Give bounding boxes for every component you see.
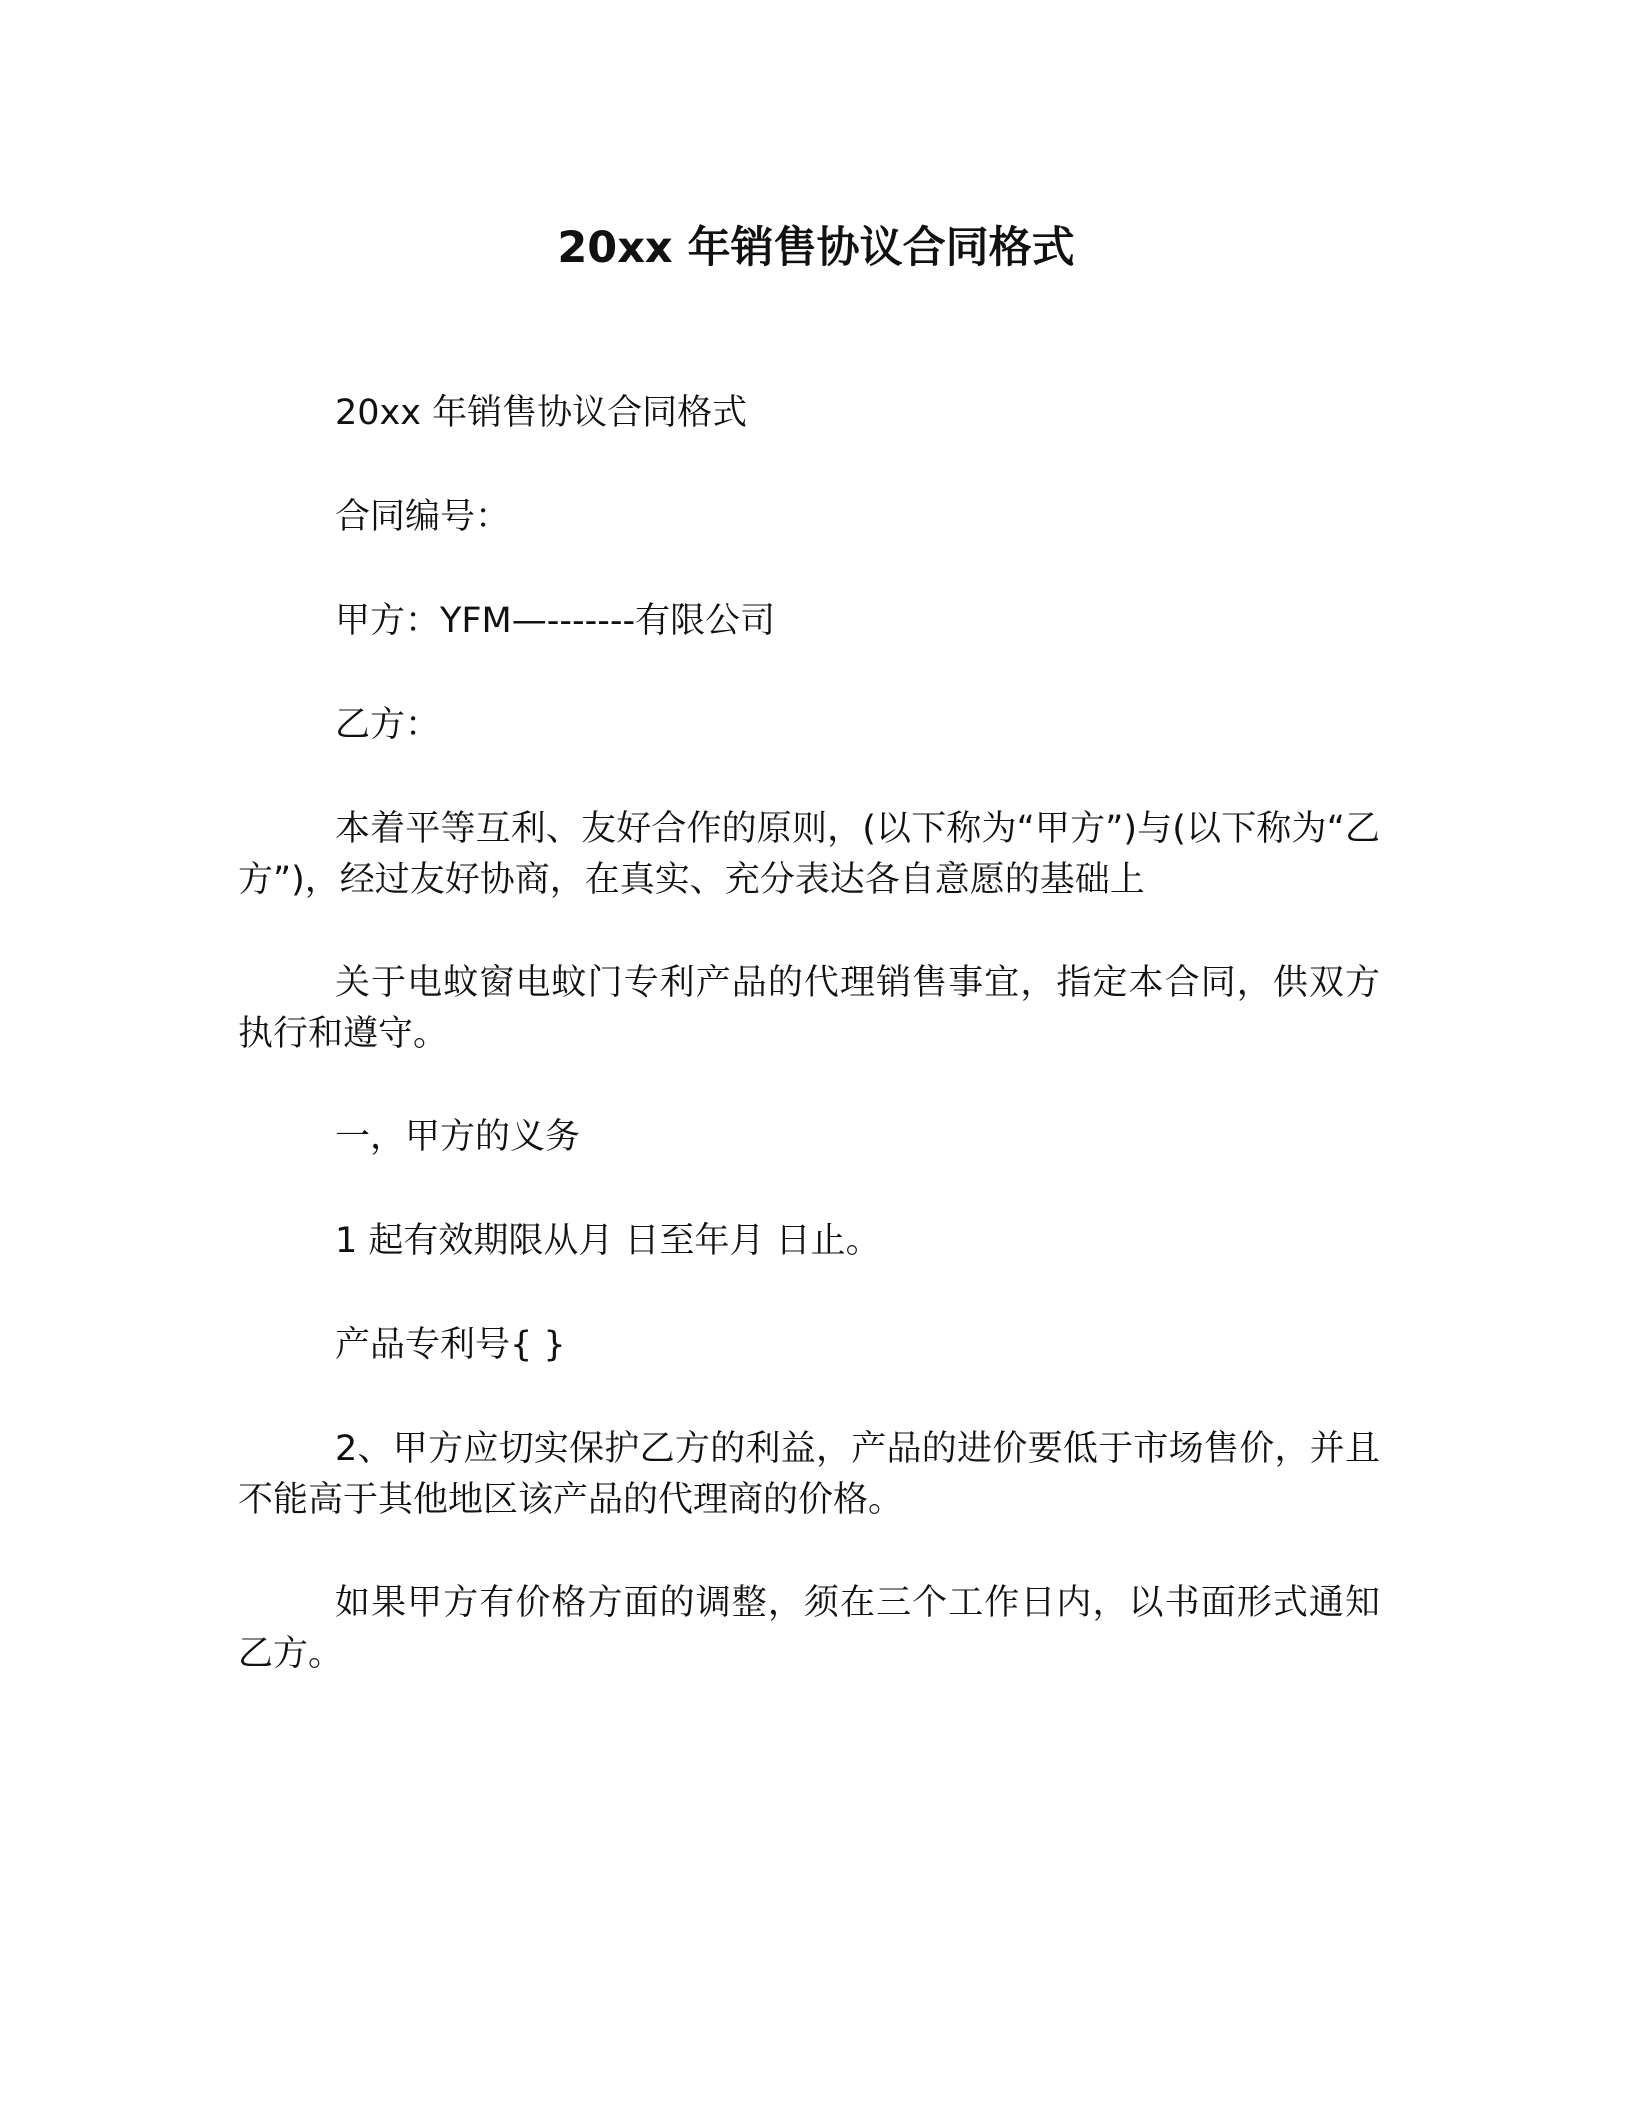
paragraph-price-protection: 2、甲方应切实保护乙方的利益，产品的进价要低于市场售价，并且不能高于其他地区该产品的代理商的价格。 bbox=[238, 1429, 1380, 1520]
paragraph-price-adjustment: 如果甲方有价格方面的调整，须在三个工作日内，以书面形式通知乙方。 bbox=[238, 1583, 1380, 1674]
document-title: 20xx 年销售协议合同格式 bbox=[557, 223, 1075, 273]
paragraph-purpose: 关于电蚊窗电蚊门专利产品的代理销售事宜，指定本合同，供双方执行和遵守。 bbox=[238, 963, 1380, 1054]
paragraph-contract-number: 合同编号： bbox=[335, 497, 511, 537]
paragraph-patent-number: 产品专利号{ } bbox=[335, 1325, 566, 1365]
paragraph-party-b: 乙方： bbox=[335, 705, 441, 745]
paragraph-party-a: 甲方：YFM—-------有限公司 bbox=[335, 601, 776, 641]
paragraph-preamble: 本着平等互利、友好合作的原则，(以下称为“甲方”)与(以下称为“乙方”)，经过友好协商，在真实、充分表达各自意愿的基础上 bbox=[238, 809, 1380, 900]
paragraph-validity-period: 1 起有效期限从月 日至年月 日止。 bbox=[335, 1221, 881, 1261]
section-heading-party-a-obligations: 一，甲方的义务 bbox=[335, 1117, 581, 1157]
paragraph-subtitle: 20xx 年销售协议合同格式 bbox=[335, 393, 748, 433]
document-body bbox=[238, 388, 1380, 1732]
